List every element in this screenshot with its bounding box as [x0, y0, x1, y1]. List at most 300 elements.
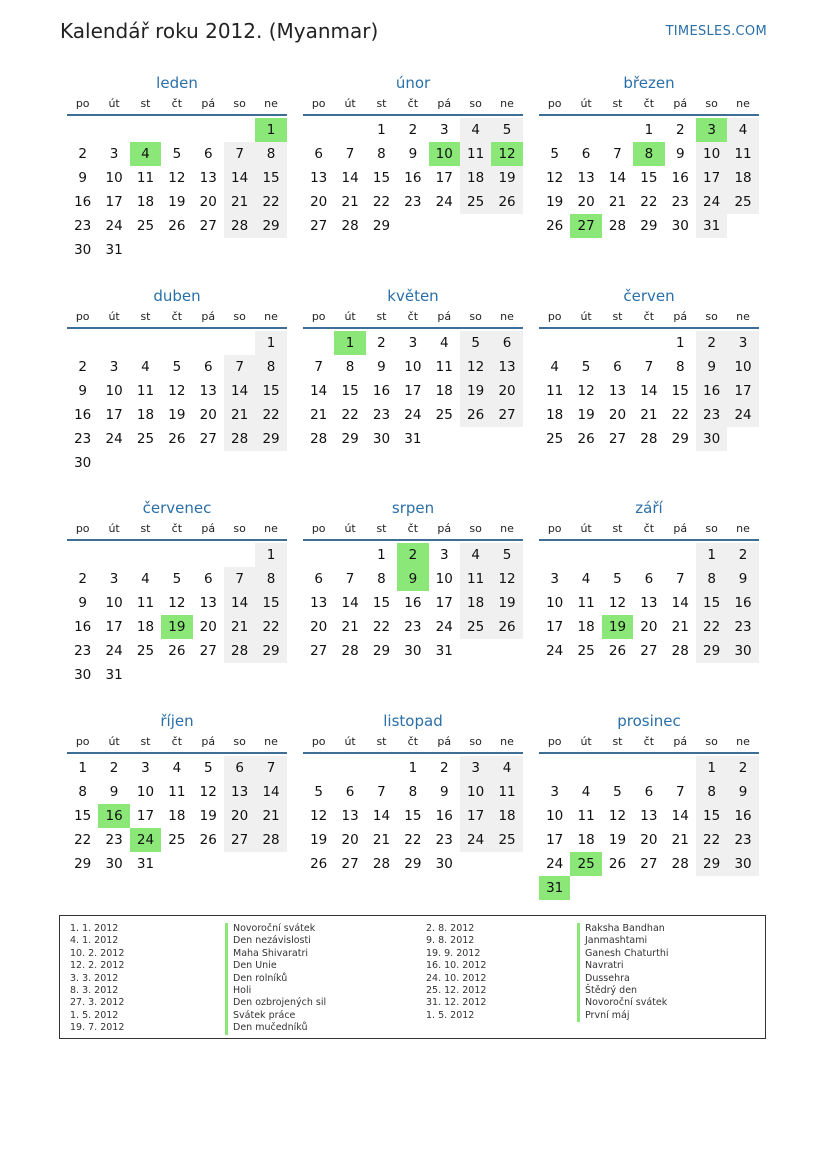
day-cell: 18: [577, 832, 595, 848]
day-cell: 7: [613, 146, 622, 162]
day-cell: 17: [546, 619, 564, 635]
day-grid: [67, 331, 287, 475]
empty-cell: [161, 331, 192, 355]
holiday-day: 25: [570, 852, 601, 876]
legend-date: 31. 12. 2012: [426, 997, 487, 1009]
weekday-header: [67, 307, 287, 329]
day-cell: 16: [696, 379, 727, 403]
empty-cell: [303, 118, 334, 142]
day-cell: 7: [345, 571, 355, 587]
day-cell: 5: [613, 571, 622, 587]
legend-date: 1. 5. 2012: [426, 1009, 475, 1021]
day-cell: 8: [408, 784, 418, 800]
day-cell: 1: [408, 760, 418, 776]
day-cell: 25: [727, 190, 758, 214]
weekday-label: út: [108, 97, 120, 110]
weekday-label: so: [233, 735, 246, 748]
month-name: květen: [387, 287, 439, 305]
weekday-label: po: [311, 310, 326, 323]
day-cell: 17: [105, 194, 123, 210]
weekday-label: st: [612, 97, 623, 110]
day-cell: 26: [546, 218, 564, 234]
weekday-label: pá: [201, 97, 216, 110]
day-cell: 8: [377, 571, 386, 587]
day-cell: 31: [136, 856, 155, 872]
day-cell: 2: [78, 571, 87, 587]
day-cell: 11: [136, 595, 155, 611]
weekday-label: po: [547, 522, 562, 535]
day-cell: 11: [136, 383, 155, 399]
day-cell: 7: [224, 567, 255, 591]
weekday-label: pá: [437, 522, 452, 535]
day-cell: 13: [491, 355, 522, 379]
day-cell: 29: [255, 427, 286, 451]
day-cell: 28: [640, 431, 658, 447]
empty-cell: [67, 331, 98, 355]
weekday-label: čt: [407, 97, 419, 110]
empty-cell: [193, 543, 224, 567]
day-cell: 5: [314, 784, 323, 800]
legend-holiday-name: Novoroční svátek: [225, 923, 326, 935]
legend-holiday-name: Den rolníků: [225, 973, 326, 985]
day-cell: 26: [491, 615, 522, 639]
day-cell: 8: [345, 359, 355, 375]
day-cell: 31: [105, 242, 123, 258]
weekday-label: čt: [171, 97, 183, 110]
month-block: [67, 497, 287, 687]
weekday-label: út: [344, 97, 356, 110]
day-cell: 19: [546, 194, 564, 210]
weekday-label: ne: [736, 522, 750, 535]
empty-cell: [98, 543, 129, 567]
weekday-label: út: [580, 522, 592, 535]
day-cell: 24: [460, 828, 491, 852]
day-cell: 18: [460, 591, 491, 615]
day-cell: 18: [460, 166, 491, 190]
day-cell: 10: [696, 142, 727, 166]
day-cell: 7: [345, 146, 355, 162]
day-cell: 4: [581, 571, 591, 587]
day-cell: 9: [109, 784, 119, 800]
day-cell: 5: [172, 146, 182, 162]
day-cell: 5: [491, 118, 522, 142]
weekday-label: čt: [407, 310, 419, 323]
month-name: leden: [156, 74, 198, 92]
day-cell: 12: [168, 383, 186, 399]
day-cell: 10: [460, 780, 491, 804]
day-cell: 5: [203, 760, 213, 776]
weekday-label: čt: [643, 522, 655, 535]
month-name: červenec: [142, 499, 212, 517]
weekday-label: po: [75, 310, 90, 323]
holiday-day: 24: [130, 828, 161, 852]
weekday-label: so: [469, 97, 482, 110]
month-block: [303, 710, 523, 876]
holiday-day: 9: [397, 567, 428, 591]
day-cell: 6: [644, 784, 654, 800]
month-name: červen: [623, 287, 675, 305]
day-cell: 28: [224, 427, 255, 451]
weekday-label: út: [580, 735, 592, 748]
day-cell: 30: [404, 643, 422, 659]
day-cell: 23: [727, 828, 758, 852]
day-cell: 21: [341, 194, 359, 210]
day-cell: 12: [168, 170, 186, 186]
holiday-day: 31: [539, 876, 570, 900]
weekday-label: st: [140, 97, 151, 110]
day-cell: 6: [644, 571, 654, 587]
empty-cell: [539, 331, 570, 355]
empty-cell: [539, 756, 570, 780]
weekday-label: ne: [500, 735, 514, 748]
weekday-header: [303, 732, 523, 754]
day-cell: 20: [577, 194, 595, 210]
day-cell: 16: [727, 804, 758, 828]
empty-cell: [570, 118, 601, 142]
day-cell: 25: [136, 431, 155, 447]
day-cell: 14: [255, 780, 286, 804]
weekday-label: pá: [673, 310, 688, 323]
empty-cell: [539, 118, 570, 142]
legend-holiday-name: Den nezávislosti: [225, 935, 326, 947]
day-cell: 16: [404, 170, 422, 186]
day-cell: 26: [199, 832, 217, 848]
day-cell: 12: [546, 170, 564, 186]
day-cell: 4: [141, 359, 150, 375]
day-cell: 12: [491, 567, 522, 591]
legend-left-names: [225, 923, 326, 1035]
weekday-label: st: [140, 735, 151, 748]
empty-cell: [602, 331, 633, 355]
day-cell: 18: [136, 619, 155, 635]
day-cell: 19: [491, 591, 522, 615]
legend-right-dates: [426, 923, 486, 1022]
day-grid: [67, 756, 287, 876]
weekday-label: út: [344, 310, 356, 323]
day-cell: 21: [310, 407, 328, 423]
day-cell: 23: [372, 407, 391, 423]
day-cell: 7: [224, 355, 255, 379]
weekday-label: út: [344, 522, 356, 535]
legend-holiday-name: Holi: [225, 985, 326, 997]
empty-cell: [602, 756, 633, 780]
day-cell: 22: [255, 190, 286, 214]
day-cell: 10: [105, 595, 123, 611]
day-cell: 18: [168, 808, 186, 824]
weekday-label: po: [311, 97, 326, 110]
day-cell: 22: [255, 615, 286, 639]
day-cell: 18: [491, 804, 522, 828]
day-cell: 24: [696, 190, 727, 214]
day-cell: 10: [136, 784, 155, 800]
day-cell: 9: [675, 146, 685, 162]
day-cell: 29: [696, 852, 727, 876]
day-cell: 7: [675, 571, 685, 587]
month-name: únor: [395, 74, 431, 92]
weekday-label: so: [469, 735, 482, 748]
day-cell: 18: [546, 407, 564, 423]
day-cell: 21: [671, 832, 689, 848]
day-cell: 24: [404, 407, 422, 423]
day-cell: 28: [341, 643, 359, 659]
day-cell: 27: [341, 856, 359, 872]
day-cell: 23: [74, 218, 92, 234]
day-cell: 21: [640, 407, 658, 423]
day-cell: 17: [136, 808, 155, 824]
day-cell: 10: [435, 571, 453, 587]
day-cell: 26: [168, 643, 186, 659]
day-cell: 20: [341, 832, 359, 848]
empty-cell: [67, 118, 98, 142]
day-cell: 9: [696, 355, 727, 379]
day-cell: 26: [608, 856, 627, 872]
weekday-header: [67, 94, 287, 116]
weekday-label: ne: [736, 310, 750, 323]
day-cell: 3: [550, 784, 559, 800]
day-cell: 12: [310, 808, 328, 824]
weekday-label: po: [311, 522, 326, 535]
day-cell: 16: [74, 619, 92, 635]
day-cell: 17: [696, 166, 727, 190]
holiday-day: 2: [397, 543, 428, 567]
day-cell: 30: [727, 639, 758, 663]
weekday-label: čt: [171, 735, 183, 748]
day-grid: [539, 331, 759, 451]
day-cell: 25: [435, 407, 453, 423]
day-cell: 14: [671, 595, 689, 611]
weekday-label: čt: [407, 522, 419, 535]
weekday-header: [67, 519, 287, 541]
day-cell: 21: [255, 804, 286, 828]
day-cell: 3: [439, 122, 449, 138]
day-cell: 5: [613, 784, 622, 800]
weekday-label: po: [547, 310, 562, 323]
legend-date: 2. 8. 2012: [426, 923, 475, 934]
legend-holiday-name: Maha Shivaratri: [225, 948, 326, 960]
day-cell: 15: [255, 379, 286, 403]
day-cell: 4: [581, 784, 591, 800]
day-cell: 28: [255, 828, 286, 852]
day-cell: 3: [727, 331, 758, 355]
day-cell: 6: [203, 146, 213, 162]
day-cell: 29: [341, 431, 359, 447]
day-grid: [67, 543, 287, 687]
brand-link[interactable]: TIMESLES.COM: [665, 24, 767, 39]
month-block: [539, 497, 759, 663]
legend-holiday-name: Navratri: [577, 960, 669, 972]
day-cell: 23: [671, 194, 689, 210]
day-cell: 29: [372, 643, 391, 659]
day-cell: 16: [372, 383, 391, 399]
weekday-label: so: [705, 522, 718, 535]
day-cell: 31: [404, 431, 422, 447]
day-cell: 14: [671, 808, 689, 824]
day-cell: 8: [78, 784, 87, 800]
day-cell: 21: [671, 619, 689, 635]
legend-date: 9. 8. 2012: [426, 935, 475, 947]
day-cell: 27: [199, 431, 217, 447]
empty-cell: [366, 756, 397, 780]
day-cell: 14: [310, 383, 328, 399]
weekday-label: út: [108, 522, 120, 535]
weekday-label: čt: [171, 310, 183, 323]
month-block: [539, 285, 759, 451]
empty-cell: [130, 118, 161, 142]
day-cell: 30: [727, 852, 758, 876]
day-cell: 8: [675, 359, 685, 375]
day-cell: 28: [608, 218, 627, 234]
day-cell: 20: [640, 619, 658, 635]
holiday-day: 1: [334, 331, 365, 355]
day-cell: 11: [491, 780, 522, 804]
day-cell: 12: [608, 595, 627, 611]
day-cell: 1: [78, 760, 87, 776]
day-cell: 17: [105, 407, 123, 423]
day-cell: 30: [74, 242, 92, 258]
empty-cell: [193, 331, 224, 355]
day-cell: 7: [377, 784, 386, 800]
day-cell: 23: [74, 431, 92, 447]
day-cell: 28: [310, 431, 328, 447]
day-cell: 10: [404, 359, 422, 375]
legend-date: 25. 12. 2012: [426, 985, 487, 997]
day-cell: 22: [255, 403, 286, 427]
empty-cell: [633, 543, 664, 567]
holiday-day: 8: [633, 142, 664, 166]
legend-holiday-name: Raksha Bandhan: [577, 923, 669, 935]
day-cell: 20: [224, 804, 255, 828]
day-cell: 1: [696, 543, 727, 567]
day-cell: 13: [199, 595, 217, 611]
weekday-label: ne: [264, 522, 278, 535]
weekday-label: pá: [673, 735, 688, 748]
day-cell: 21: [224, 190, 255, 214]
day-cell: 13: [199, 383, 217, 399]
day-cell: 26: [608, 643, 627, 659]
day-cell: 23: [404, 194, 422, 210]
day-cell: 27: [224, 828, 255, 852]
weekday-label: pá: [201, 310, 216, 323]
weekday-label: st: [612, 310, 623, 323]
day-cell: 20: [310, 194, 328, 210]
day-cell: 30: [372, 431, 391, 447]
day-cell: 7: [255, 756, 286, 780]
day-cell: 11: [460, 142, 491, 166]
legend-date: 27. 3. 2012: [70, 997, 125, 1009]
weekday-label: po: [75, 735, 90, 748]
month-name: březen: [623, 74, 675, 92]
page-title: Kalendář roku 2012. (Myanmar): [60, 19, 379, 43]
day-grid: [67, 118, 287, 262]
day-cell: 24: [546, 856, 564, 872]
weekday-label: so: [233, 97, 246, 110]
day-cell: 22: [372, 619, 391, 635]
day-cell: 22: [341, 407, 359, 423]
day-cell: 16: [404, 595, 422, 611]
day-cell: 1: [644, 122, 654, 138]
weekday-label: ne: [500, 522, 514, 535]
legend-date: 19. 9. 2012: [426, 947, 481, 959]
holiday-day: 19: [602, 615, 633, 639]
day-cell: 4: [491, 756, 522, 780]
day-cell: 14: [224, 379, 255, 403]
weekday-label: pá: [437, 735, 452, 748]
day-cell: 3: [141, 760, 150, 776]
day-cell: 9: [78, 170, 87, 186]
day-cell: 9: [78, 383, 87, 399]
day-cell: 18: [435, 383, 453, 399]
empty-cell: [303, 756, 334, 780]
day-cell: 1: [675, 335, 685, 351]
legend-holiday-name: Den mučedníků: [225, 1022, 326, 1034]
legend-holiday-name: Ganesh Chaturthi: [577, 948, 669, 960]
day-cell: 21: [224, 615, 255, 639]
day-cell: 11: [460, 567, 491, 591]
weekday-label: so: [233, 310, 246, 323]
day-cell: 22: [696, 615, 727, 639]
empty-cell: [539, 543, 570, 567]
day-cell: 16: [74, 407, 92, 423]
day-cell: 30: [74, 455, 92, 471]
weekday-label: čt: [643, 310, 655, 323]
day-cell: 16: [671, 170, 689, 186]
day-cell: 10: [546, 808, 564, 824]
day-cell: 20: [310, 619, 328, 635]
weekday-label: so: [705, 735, 718, 748]
day-cell: 17: [727, 379, 758, 403]
weekday-label: st: [140, 310, 151, 323]
day-cell: 12: [460, 355, 491, 379]
day-cell: 28: [224, 214, 255, 238]
weekday-label: pá: [201, 522, 216, 535]
empty-cell: [633, 331, 664, 355]
weekday-label: út: [108, 735, 120, 748]
weekday-label: út: [108, 310, 120, 323]
weekday-header: [539, 94, 759, 116]
day-cell: 3: [550, 571, 559, 587]
day-cell: 8: [696, 567, 727, 591]
day-cell: 23: [435, 832, 453, 848]
day-cell: 25: [136, 218, 155, 234]
day-cell: 5: [460, 331, 491, 355]
month-name: duben: [153, 287, 201, 305]
day-cell: 31: [105, 667, 123, 683]
day-cell: 23: [404, 619, 422, 635]
day-cell: 30: [671, 218, 689, 234]
day-cell: 29: [255, 214, 286, 238]
holiday-day: 19: [161, 615, 192, 639]
weekday-label: pá: [437, 310, 452, 323]
day-cell: 27: [199, 218, 217, 234]
day-cell: 13: [640, 595, 658, 611]
day-cell: 18: [136, 407, 155, 423]
day-grid: [303, 543, 523, 663]
month-block: [303, 72, 523, 238]
day-cell: 19: [491, 166, 522, 190]
day-cell: 2: [439, 760, 449, 776]
day-cell: 11: [136, 170, 155, 186]
weekday-label: út: [580, 97, 592, 110]
weekday-label: po: [547, 735, 562, 748]
day-cell: 12: [608, 808, 627, 824]
weekday-label: po: [75, 522, 90, 535]
day-cell: 15: [372, 170, 391, 186]
day-cell: 25: [491, 828, 522, 852]
day-cell: 21: [224, 403, 255, 427]
day-cell: 26: [577, 431, 595, 447]
day-cell: 15: [255, 166, 286, 190]
day-cell: 30: [74, 667, 92, 683]
